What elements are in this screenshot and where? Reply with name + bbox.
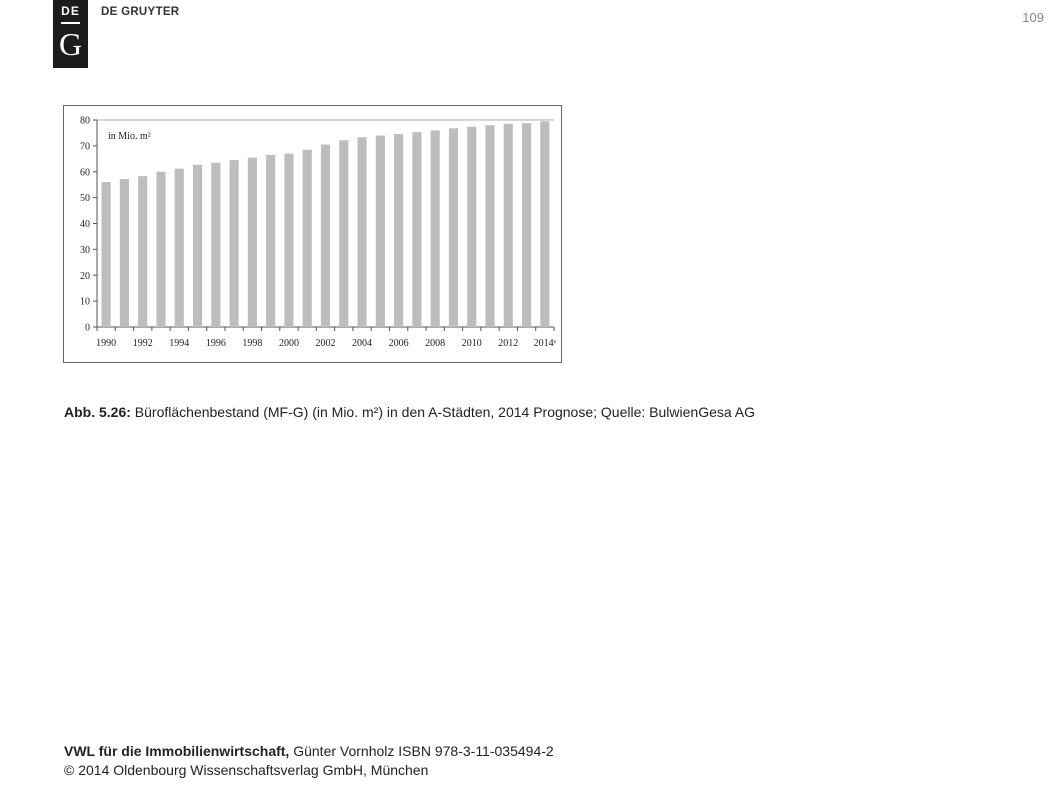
x-tick-label: 2004 [352,338,373,349]
bar [248,158,257,327]
x-tick-label: 2002 [315,338,336,349]
x-tick-label: 2014ᵉ [533,338,557,349]
y-tick-label: 70 [80,141,90,153]
publisher-logo [53,0,88,68]
bar [266,155,275,327]
logo-de-text: DE [61,4,80,18]
bar [230,160,239,327]
x-tick-label: 2012 [498,338,519,349]
bar [339,140,348,327]
y-tick-label: 0 [85,322,90,334]
bar [175,169,184,327]
x-tick-label: 1994 [169,338,190,349]
bar [357,137,366,327]
x-tick-label: 2010 [461,338,482,349]
unit-annotation: in Mio. m² [108,131,151,142]
x-tick-label: 1992 [132,338,153,349]
y-tick-label: 40 [80,219,90,230]
x-tick-label: 2000 [278,338,299,349]
y-tick-label: 10 [80,296,90,308]
bar [412,132,421,327]
bar [303,150,312,327]
figure-frame [63,105,562,363]
bar [376,136,385,327]
caption-text: Büroflächenbestand (MF-G) (in Mio. m²) in den A-Städten, 2014 Prognose; Quelle: BulwienGesa AG [134,404,755,420]
bar [431,130,440,327]
logo-divider [61,22,80,24]
bar [284,154,293,327]
bar [467,127,476,327]
book-info: Günter Vornholz ISBN 978-3-11-035494-2 [293,743,554,759]
bar [540,121,549,327]
copyright-line: © 2014 Oldenbourg Wissenschaftsverlag GmbH, München [64,762,429,778]
y-tick-label: 80 [80,115,90,127]
bar [120,179,129,327]
x-tick-label: 1996 [205,338,226,349]
y-tick-label: 20 [80,270,90,282]
bar [504,124,513,327]
bar [156,172,165,327]
caption-label: Abb. 5.26: [64,404,131,420]
x-tick-label: 2008 [425,338,446,349]
y-tick-label: 60 [80,167,90,179]
bar [211,163,220,327]
bar [394,134,403,327]
book-title: VWL für die Immobilienwirtschaft, [64,743,290,759]
bar [193,165,202,327]
bar-chart [64,106,561,362]
y-tick-label: 50 [80,193,90,205]
publisher-name: DE GRUYTER [101,6,180,18]
page-number: 109 [1022,10,1044,25]
bar [522,123,531,327]
y-tick-label: 30 [80,244,90,256]
bar [138,176,147,327]
footer-line-1 [64,742,554,761]
x-tick-label: 1998 [242,338,263,349]
bar [321,145,330,327]
bar [449,128,458,327]
page-footer [64,742,554,780]
figure-caption [64,404,755,420]
x-tick-label: 1990 [96,338,117,349]
x-tick-label: 2006 [388,338,409,349]
bar [485,125,494,327]
bar [102,182,111,327]
logo-g-letter: G [58,26,83,62]
